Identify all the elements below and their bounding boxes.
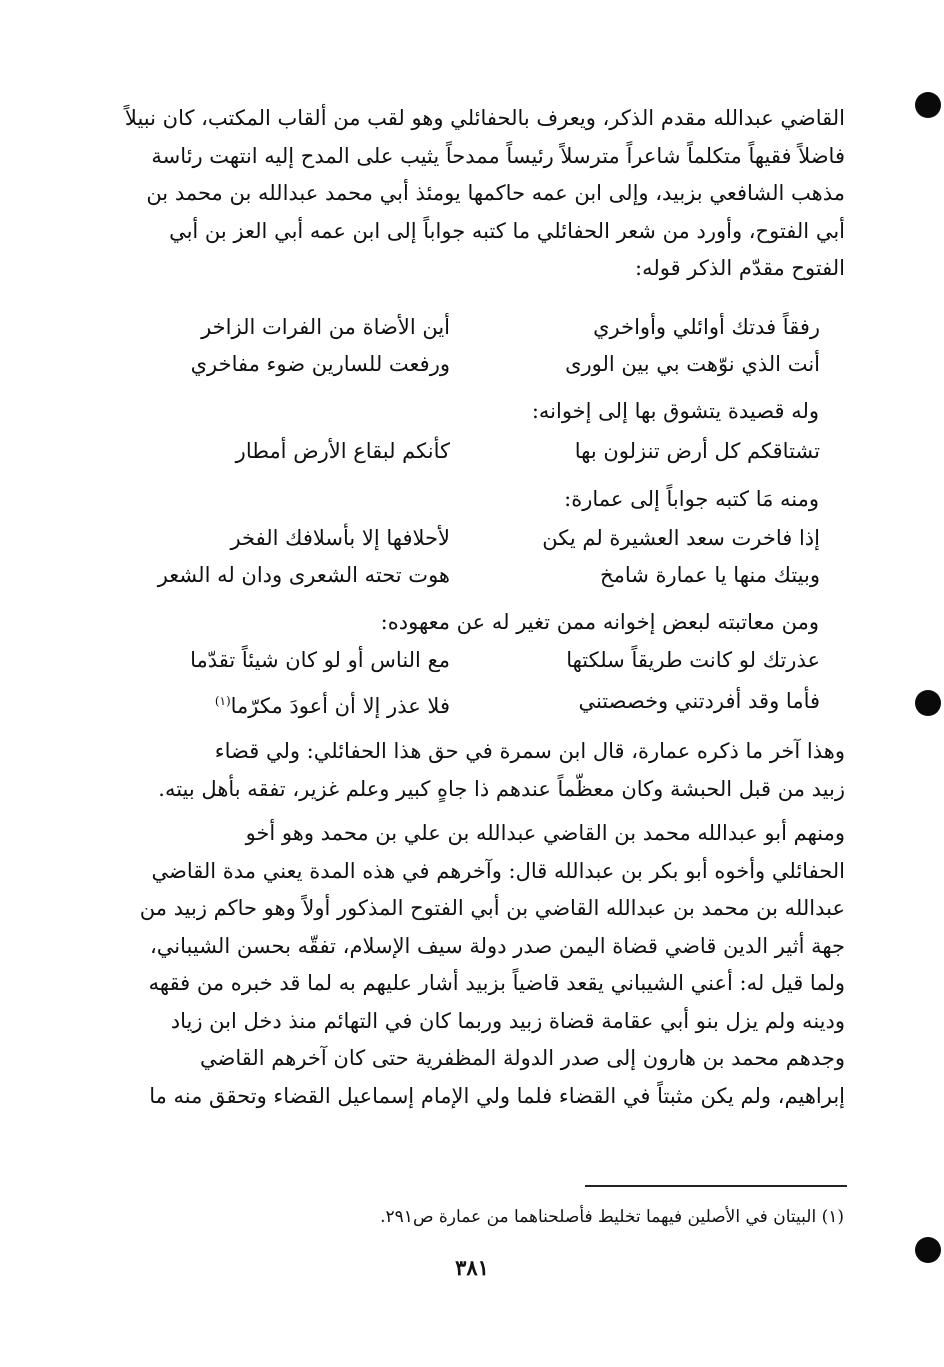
- verse-line: [120, 310, 820, 344]
- verse-line: [120, 347, 820, 381]
- text-line: الحفائلي وأخوه أبو بكر بن عبدالله قال: وآخرهم في هذه المدة يعني مدة القاضي: [151, 858, 845, 883]
- footnote-text: البيتان في الأصلين فيهما تخليط فأصلحناهما من عمارة ص٢٩١.: [380, 1207, 817, 1227]
- text-line: أبي الفتوح، وأورد من شعر الحفائلي ما كتبه جواباً إلى ابن عمه أبي العز بن أبي: [169, 218, 845, 243]
- paragraph-family: [100, 815, 845, 1115]
- paragraph-intro: [100, 100, 845, 288]
- verse-second-hemistich: [120, 684, 450, 723]
- verse-first-hemistich: رفقاً فدتك أوائلي وأواخري: [593, 315, 820, 339]
- verse-first-hemistich: عذرتك لو كانت طريقاً سلكتها: [566, 648, 820, 672]
- verse-first-hemistich: أنت الذي نوّهت بي بين الورى: [565, 352, 820, 376]
- verse-second-hemistich: ورفعت للسارين ضوء مفاخري: [190, 352, 450, 376]
- text-line: إبراهيم، ولم يكن مثبتاً في القضاء فلما ولي الإمام إسماعيل القضاء وتحقق منه ما: [149, 1083, 845, 1108]
- verse-second-hemistich: لأحلافها إلا بأسلافك الفخر: [230, 526, 450, 550]
- text-line: جهة أثير الدين قاضي قضاة اليمن صدر دولة سيف الإسلام، تفقّه بحسن الشيباني،: [150, 933, 845, 958]
- page-number: ٣٨١: [455, 1255, 489, 1280]
- verse-first-hemistich: تشتاقكم كل أرض تنزلون بها: [574, 439, 820, 463]
- footnote-reference: (١): [214, 694, 231, 708]
- verse-second-hemistich: كأنكم لبقاع الأرض أمطار: [235, 439, 450, 463]
- text-line: ولما قيل له: أعني الشيباني يقعد قاضياً بزبيد أشار عليهم به لما قد خبره من فقهه: [148, 971, 845, 995]
- verse-line: [120, 558, 820, 592]
- text-line: القاضي عبدالله مقدم الذكر، ويعرف بالحفائلي وهو لقب من ألقاب المكتب، كان نبيلاً: [124, 106, 845, 130]
- paragraph-ibn-samura: [100, 733, 845, 808]
- text-line: ومنهم أبو عبدالله محمد بن القاضي عبدالله بن علي بن محمد وهو أخو: [245, 821, 845, 845]
- text-line: فاضلاً فقيهاً متكلماً شاعراً مترسلاً رئيساً ممدحاً يثيب على المدح إليه انتهت رئاسة: [151, 143, 845, 168]
- text-line: زبيد من قبل الحبشة وكان معظّماً عندهم ذا جاهٍ كبير وعلم غزير، تفقه بأهل بيته.: [158, 776, 845, 801]
- binder-hole-top: [915, 92, 941, 118]
- text-line: وجدهم محمد بن هارون إلى صدر الدولة المظفرية حتى كان آخرهم القاضي: [200, 1046, 845, 1070]
- text-line: ودينه ولم يزل بنو أبي عقامة قضاة زبيد وربما كان في التهائم منذ دخل ابن زياد: [170, 1008, 845, 1033]
- verse-second-hemistich: أين الأضاة من الفرات الزاخر: [201, 315, 450, 339]
- poem-intro: ومن معاتبته لبعض إخوانه ممن تغير له عن معهوده:: [380, 610, 819, 634]
- verse-line: [120, 643, 820, 677]
- text-line: وهذا آخر ما ذكره عمارة، قال ابن سمرة في حق هذا الحفائلي: ولي قضاء: [214, 739, 845, 763]
- text-line: مذهب الشافعي بزبيد، وإلى ابن عمه حاكمها يومئذ أبي محمد عبدالله بن محمد بن: [146, 181, 845, 205]
- verse-text: فلا عذر إلا أن أعودَ مكرّما: [230, 694, 450, 718]
- verse-first-hemistich: وبيتك منها يا عمارة شامخ: [600, 563, 820, 587]
- footnote-divider: [585, 1185, 847, 1187]
- footnote-marker: (١): [821, 1207, 844, 1227]
- verse-first-hemistich: إذا فاخرت سعد العشيرة لم يكن: [542, 526, 820, 550]
- verse-first-hemistich: فأما وقد أفردتني وخصصتني: [578, 689, 820, 713]
- poem-intro: ومنه مَا كتبه جواباً إلى عمارة:: [564, 487, 819, 511]
- footnote: [380, 1205, 844, 1229]
- verse-line: [120, 521, 820, 555]
- verse-line: [120, 684, 820, 718]
- binder-hole-middle: [915, 690, 941, 716]
- verse-second-hemistich: هوت تحته الشعرى ودان له الشعر: [157, 563, 450, 587]
- verse-line: [120, 434, 820, 468]
- text-line: عبدالله بن محمد بن عبدالله القاضي بن أبي الفتوح المذكور أولاً وهو حاكم زبيد من: [139, 896, 845, 920]
- text-line: الفتوح مقدّم الذكر قوله:: [635, 256, 845, 280]
- poem-intro: وله قصيدة يتشوق بها إلى إخوانه:: [531, 399, 819, 423]
- verse-second-hemistich: مع الناس أو لو كان شيئاً تقدّما: [190, 648, 450, 672]
